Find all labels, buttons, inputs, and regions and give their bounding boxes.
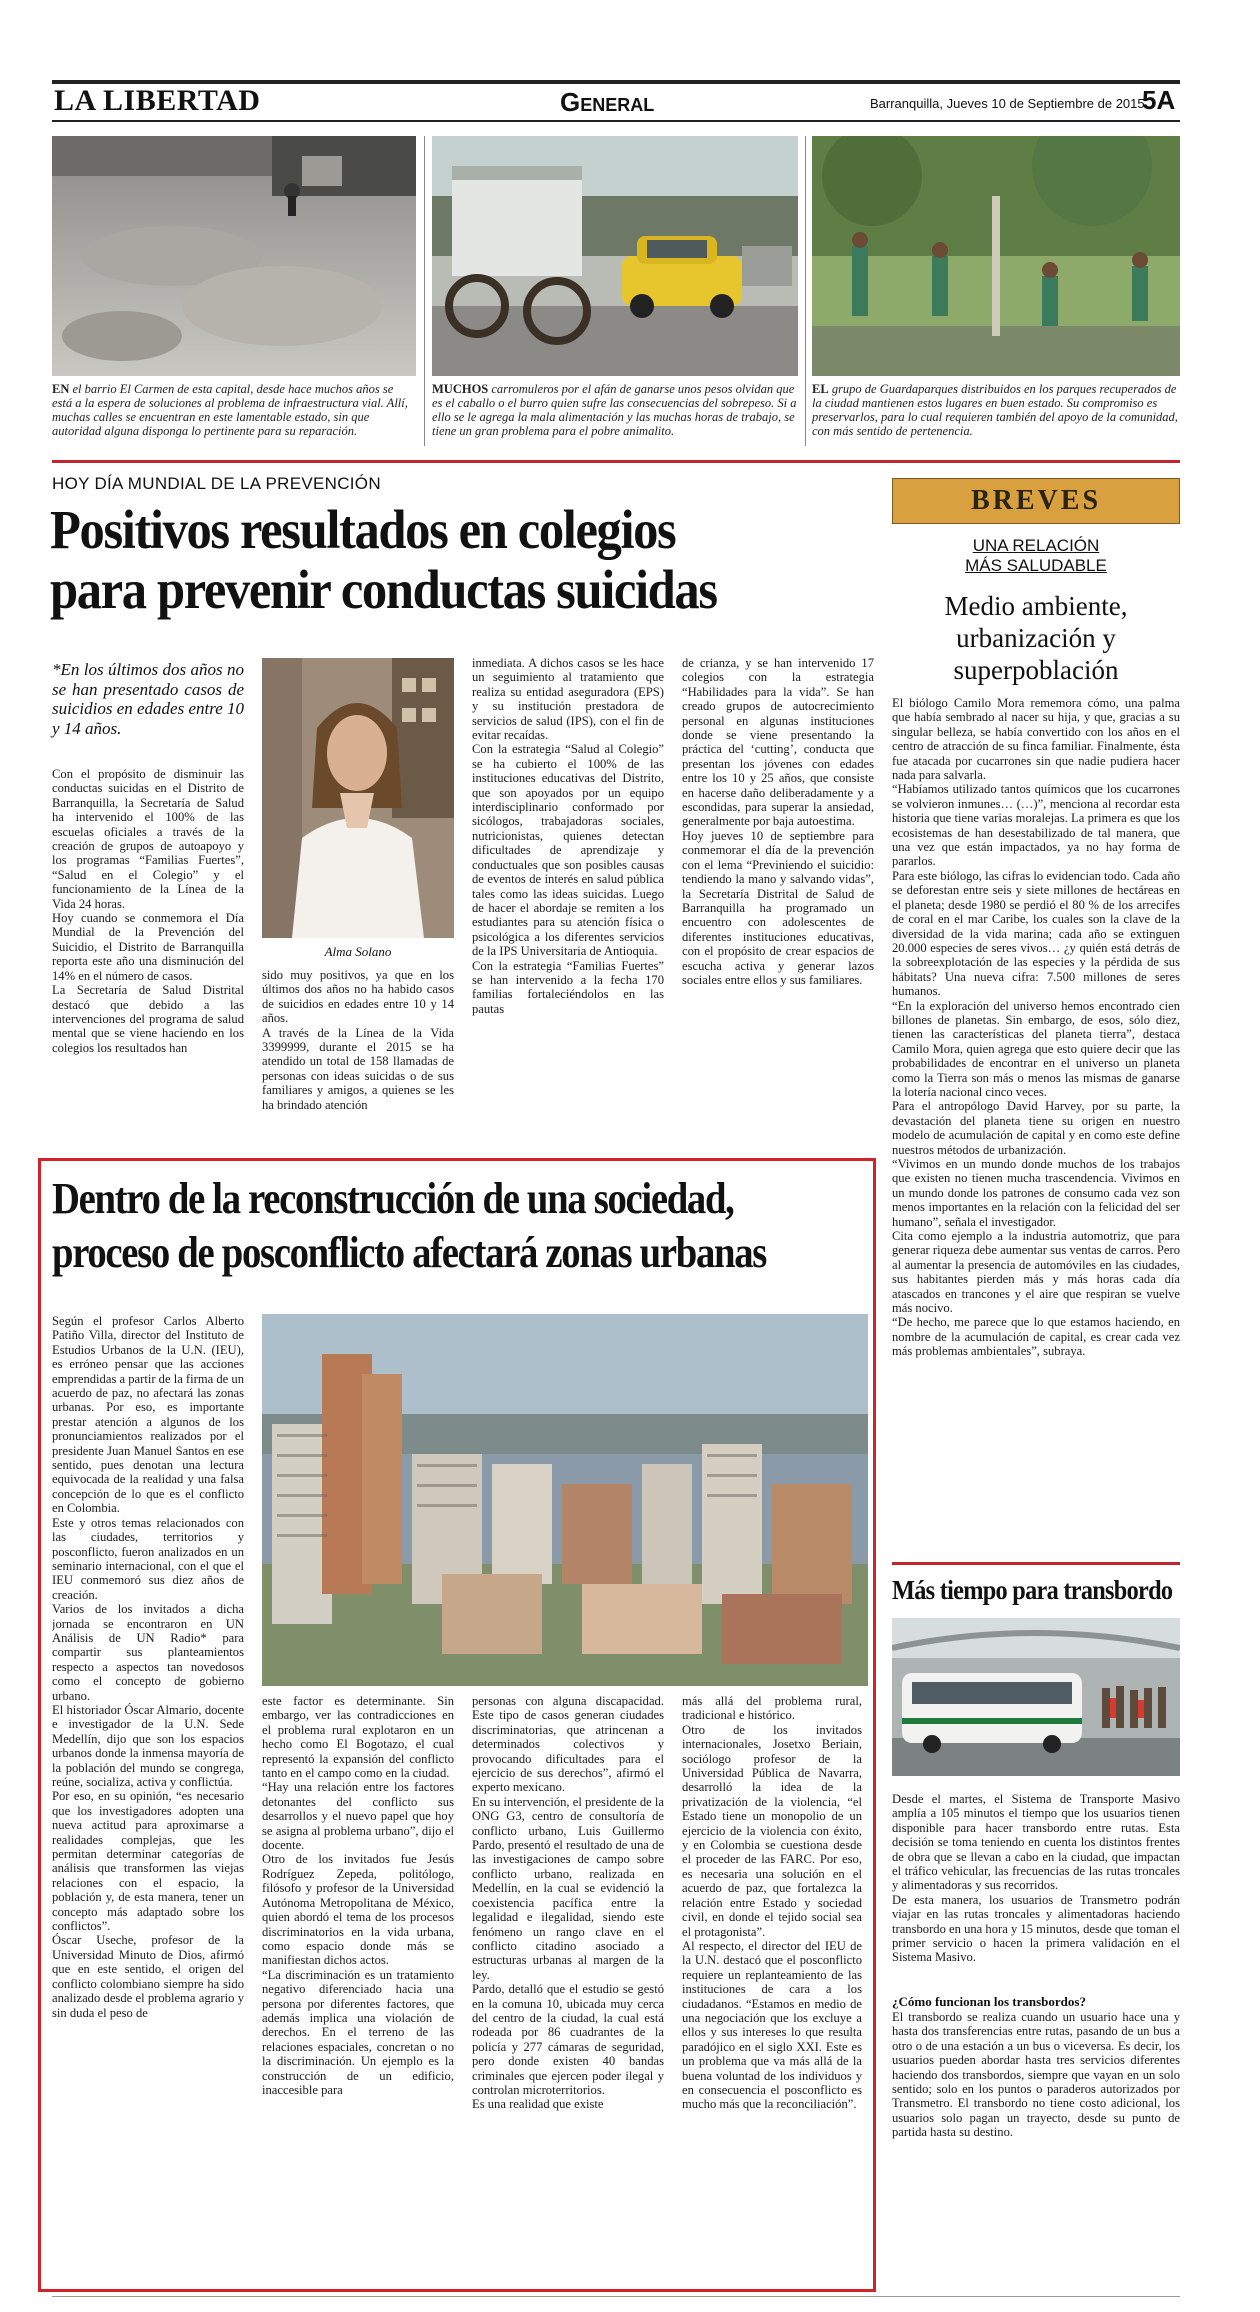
photo-caption-alma: Alma Solano xyxy=(324,944,392,959)
article2-col2: este factor es determinante. Sin embargo, ver las contradicciones en el problema rural explotaron en un hecho como El Bogotazo, el cual representó la expansión del conflicto tanto en el campo como en la ciudad. “Hay una relación entre los factores detonantes del conflicto sus desarrollos y el nuevo papel que hoy se asigna al problema urbano”, dijo el docente. Otro de los invitados fue Jesús Rodríguez Zepeda, politólogo, filósofo y profesor de la Universidad Autónoma Metropolitana de México, quien abordó el tema de los procesos discriminatorios en la vida urbana, como espacio donde más se manifiestan dichos actos. “La discriminación es un tratamiento negativo diferenciado hacia una persona por diferentes factores, que además implica una violación de derechos. En el terreno de las relaciones espaciales, concretan o no la discriminación. Un ejemplo es la construcción de un edificio, inaccesible para xyxy=(262,1694,454,2097)
photo-caption-2: MUCHOS carromuleros por el afán de ganarse unos pesos olvidan que es el caballo o el burro quien sufre las consecuencias del sobrepeso. Si a ello se le agrega la mala alimentación y las muchas horas de trabajo, se tiene un gran problema para el pobre animalito. xyxy=(432,382,797,438)
paper-name: LA LIBERTAD xyxy=(54,84,261,117)
article2-headline: Dentro de la reconstrucción de una sociedad, proceso de posconflicto afectará zonas urbanas xyxy=(52,1174,766,1277)
transbordo-body2: El transbordo se realiza cuando un usuario hace una y hasta dos transferencias entre rutas, pasando de un bus a otro o de una estación a un bus o viceversa. Es decir, los usuarios pueden abordar hasta tres servicios diferentes haciendo dos transbordos, siempre que vayan en un solo sentido; solo en los puntos o paraderos autorizados por Transmetro. El transbordo no tiene costo adicional, los usuarios solo pagan un trayecto, desde su punto de partida hasta su destino. xyxy=(892,2010,1180,2140)
transbordo-body: Desde el martes, el Sistema de Transporte Masivo amplía a 105 minutos el tiempo que los usuarios tienen disponible para hacer transbordo entre rutas. Esta decisión se toma teniendo en cuenta los distintos frentes de obra que se llevan a cabo en la ciudad, que impactan el tráfico vehicular, las frecuencias de las rutas troncales y alimentadoras y sus recorridos. De esta manera, los usuarios de Transmetro podrán viajar en las rutas troncales y alimentadoras haciendo transbordo en una hora y 15 minutos, desde que toman el primer servicio o hacen la primera validación en el Sistema Masivo. xyxy=(892,1792,1180,1965)
article1-col4: de crianza, y se han intervenido 17 colegios con la estrategia “Habilidades para la vida”. Se han creado grupos de autocrecimiento personal en algunas instituciones donde se viene presentando la práctica del ‘cutting’, conducta que presentan los jóvenes con edades entre los 10 y 25 años, que consiste en hacerse daño deliberadamente y a escondidas, para superar la ansiedad, generalmente por baja autoestima. Hoy jueves 10 de septiembre para conmemorar el día de la prevención con el lema “Previniendo el suicidio: tendiendo la mano y salvando vidas”, la Secretaría Distrital de Salud de Barranquilla ha programado un encuentro con adolescentes de diferentes instituciones educativas, con el propósito de crear espacios de escucha activa y generar lazos sociales entre ellos y sus familiares. xyxy=(682,656,874,987)
article1-col1: Con el propósito de disminuir las conductas suicidas en el Distrito de Barranquilla, la Secretaría de Salud ha intervenido el 100% de las escuelas oficiales a través de la creación de grupos de autoapoyo y los programas “Familias Fuertes”, “Salud en el Colegio” y el funcionamiento de la Línea de la Vida 24 horas. Hoy cuando se conmemora el Día Mundial de la Prevención del Suicidio, el Distrito de Barranquilla reporta este año una disminución del 14% en el número de casos. La Secretaría de Salud Distrital destacó que debido a las intervenciones del programa de salud mental que se viene haciendo en los colegios los resultados han xyxy=(52,767,244,1055)
street-damage-photo xyxy=(52,136,416,376)
transbordo-subhead: ¿Cómo funcionan los transbordos? xyxy=(892,1994,1086,2009)
article1-col3: inmediata. A dichos casos se les hace un seguimiento al tratamiento que realiza su entidad aseguradora (EPS) y su institución prestadora de servicios de salud (IPS), con el fin de evitar recaídas. Con la estrategia “Salud al Colegio” se ha cubierto el 100% de las instituciones educativas del Distrito, que son apoyados por un equipo interdisciplinario conformado por sicólogos, trabajadoras sociales, nutricionistas, quienes detectan dificultades de aprendizaje y conductuales que son posibles causas de eventos de interés en salud pública tales como las ideas suicidas. Luego de hacer el abordaje se remiten a los estudiantes para su atención física o psicológica a los diferentes servicios de la IPS Universitaria de Antioquia. Con la estrategia “Familias Fuertes” se han intervenido a la fecha 170 familias fortaleciéndolos en las pautas xyxy=(472,656,664,1016)
photo-caption-3: EL grupo de Guardaparques distribuidos en los parques recuperados de la ciudad mantienen estos lugares en buen estado. Su compromiso es preservarlos, para lo cual requieren también del apoyo de la comunidad, con más sentido de pertenencia. xyxy=(812,382,1178,438)
article1-summary: *En los últimos dos años no se han presentado casos de suicidios en edades entre 10 y 14 años. xyxy=(52,660,244,738)
photo-caption-1: EN el barrio El Carmen de esta capital, desde hace muchos años se está a la espera de soluciones al problema de infraestructura vial. Allí, muchas calles se encuentran en este lamentable estado, sin que autoridad alguna disponga lo pertinente para su reparación. xyxy=(52,382,408,438)
park-rangers-photo xyxy=(812,136,1180,376)
transmetro-bus-photo xyxy=(892,1618,1180,1776)
alma-solano-photo xyxy=(262,658,454,938)
breves-title: BREVES xyxy=(970,485,1102,516)
page-number: 5A xyxy=(1142,85,1176,115)
section-name: General xyxy=(560,87,655,117)
dateline: Barranquilla, Jueves 10 de Septiembre de 2015 xyxy=(870,96,1145,111)
transbordo-headline: Más tiempo para transbordo xyxy=(892,1575,1173,1605)
article1-kicker: HOY DÍA MUNDIAL DE LA PREVENCIÓN xyxy=(52,474,381,493)
breves-kicker: UNA RELACIÓN MÁS SALUDABLE xyxy=(965,536,1107,575)
article2-col3: personas con alguna discapacidad. Este tipo de casos generan ciudades discriminatorias, que atrincenan a determinados colectivos y provocando dificultades para el ejercicio de sus derechos”, afirmó el experto mexicano. En su intervención, el presidente de la ONG G3, centro de consultoría de conflicto urbano, Luis Guillermo Pardo, presentó el resultado de una de las investigaciones de campo sobre conflicto urbano, realizada en Medellín, en la cual se evidenció la coexistencia pacífica entre la legalidad e ilegalidad, siendo este fenómeno un rango clave en el conflicto citadino asociado a estructuras urbanas al margen de la ley. Pardo, detalló que el estudio se gestó en la comuna 10, ubicada muy cerca del centro de la ciudad, la cual está rodeada por 86 cuadrantes de la policía y 277 cámaras de seguridad, pero donde existen 40 bandas criminales que ejercen poder ilegal y controlan microterritorios. Es una realidad que existe xyxy=(472,1694,664,2112)
breves-headline: Medio ambiente, urbanización y superpoblación xyxy=(944,591,1128,685)
article1-col2: sido muy positivos, ya que en los últimos dos años no ha habido casos de suicidios en edades entre 10 y 14 años. A través de la Línea de la Vida 3399999, durante el 2015 se ha atendido un total de 158 llamadas de personas con ideas suicidas o de sus familiares y amigos, a quienes se les ha brindado atención xyxy=(262,968,454,1112)
cart-horse-photo xyxy=(432,136,798,376)
article2-col4: más allá del problema rural, tradicional e histórico. Otro de los invitados internacionales, Josetxo Beriain, sociólogo profesor de la Universidad Pública de Navarra, desarrolló la idea de la privatización de la violencia, “el Estado tiene un monopolio de un ejercicio de la violencia con éxito, y en Colombia se cuestiona desde el proceder de las FARC. Por eso, es necesaria una solución en el acuerdo de paz, que fortalezca la relación entre Estado y sociedad civil, en donde el tejido social sea el protagonista”. Al respecto, el director del IEU de la U.N. destacó que el posconflicto requiere un replanteamiento de las instituciones de cara a los ciudadanos. “Estamos en medio de una negociación que los excluye a ellos y sus intereses lo que resulta paradójico en el siglo XXI. Este es un problema que va más allá de la buena voluntad de los individuos y en consecuencia el posconflicto es mucho más que la reconciliación”. xyxy=(682,1694,862,2112)
breves-body: El biólogo Camilo Mora rememora cómo, una palma que había sembrado al nacer su hija, y que, gracias a su singular belleza, se había convertido con los años en el centro de atracción de su finca familiar. Finalmente, ésta fue atacada por cucarrones sin que nadie pudiera hacer nada para salvarla. “Habíamos utilizado tantos químicos que los cucarrones se volvieron inmunes… (…)”, menciona al recordar esta historia que tiene varias moralejas. La primera es que los ecosistemas de han desestabilizado de tal manera, que una vez que están impactados, ya no hay forma de pararlos. Para este biólogo, las cifras lo evidencian todo. Cada año se deforestan entre seis y siete millones de hectáreas en el planeta; desde 1980 se perdió el 80 % de los arrecifes de coral en el mar Caribe, los cuales son la clave de la diversidad de la vida marina; cada año se extinguen 20.000 especies de seres vivos… ¿y quién está detrás de la sobreexplotación de las especies y la pérdida de sus hábitats? Una nueva cifra: 7.500 millones de seres humanos. “En la exploración del universo hemos encontrado cien billones de planetas. Sin embargo, de esos, sólo diez, tienen las características del planeta tierra”, destaca Camilo Mora, quien agrega que esto quiere decir que las probabilidades de encontrar en el universo un planeta como la Tierra son más o menos las mismas de ganarse la lotería nacional cinco veces. Para el antropólogo David Harvey, por su parte, la devastación del planeta tiene su origen en nuestro modelo de acumulación de capital y en como este define nuestros métodos de urbanización. “Vivimos en un mundo donde muchos de los trabajos que existen no tienen mucha trascendencia. Vivimos en un mundo donde los patrones de consumo cada vez son menos importantes en la relación con la felicidad del ser humano”, señala el investigador. Cita como ejemplo a la industria automotriz, que para generar riqueza debe aumentar sus ventas de carros. Pero al aumentar la presencia de automóviles en las ciudades, sus habitantes pierden más y más horas cada día atascados en trancones y el aire que respiran se vuelve más nocivo. “De hecho, me parece que lo que estamos haciendo, en nombre de la acumulación de capital, es crear cada vez más problemas ambientales”, subraya. xyxy=(892,696,1180,1359)
city-skyline-photo xyxy=(262,1314,868,1686)
article2-col1: Según el profesor Carlos Alberto Patiño Villa, director del Instituto de Estudios Urbanos de la U.N. (IEU), es erróneo pensar que las acciones emprendidas a partir de la firma de un acuerdo de paz, no afectará las zonas urbanas. Por eso, es importante prestar atención a algunos de los pronunciamientos realizados por el presidente Juan Manuel Santos en ese sentido, pues denotan una lectura equivocada de la realidad y una falsa concepción de lo que es el conflicto en Colombia. Este y otros temas relacionados con las ciudades, territorios y posconflicto, fueron analizados en un seminario internacional, con el que el IEU conmemoró sus diez años de creación. Varios de los invitados a dicha jornada se encontraron en UN Análisis de UN Radio* para compartir sus planteamientos respecto a aspectos tan novedosos como el concepto de gobierno urbano. El historiador Óscar Almario, docente e investigador de la U.N. Sede Medellín, dijo que son los espacios urbanos donde la inmensa mayoría de la población del mundo se congrega, reúne, socializa, activa y conflictúa. Por eso, en su opinión, “es necesario que los investigadores adopten una nueva actitud para aproximarse a realidades complejas, que les permitan determinar categorías de análisis que transformen las viejas relaciones con el espacio, la población y, de esta manera, tener un concepto más adaptado sobre los conflictos”. Óscar Useche, profesor de la Universidad Minuto de Dios, afirmó que en este sentido, el origen del conflicto colombiano siempre ha sido analizado desde el problema agrario y sin duda el peso de xyxy=(52,1314,244,2020)
breves-banner xyxy=(892,478,1180,524)
article1-headline: Positivos resultados en colegios para prevenir conductas suicidas xyxy=(50,499,717,620)
